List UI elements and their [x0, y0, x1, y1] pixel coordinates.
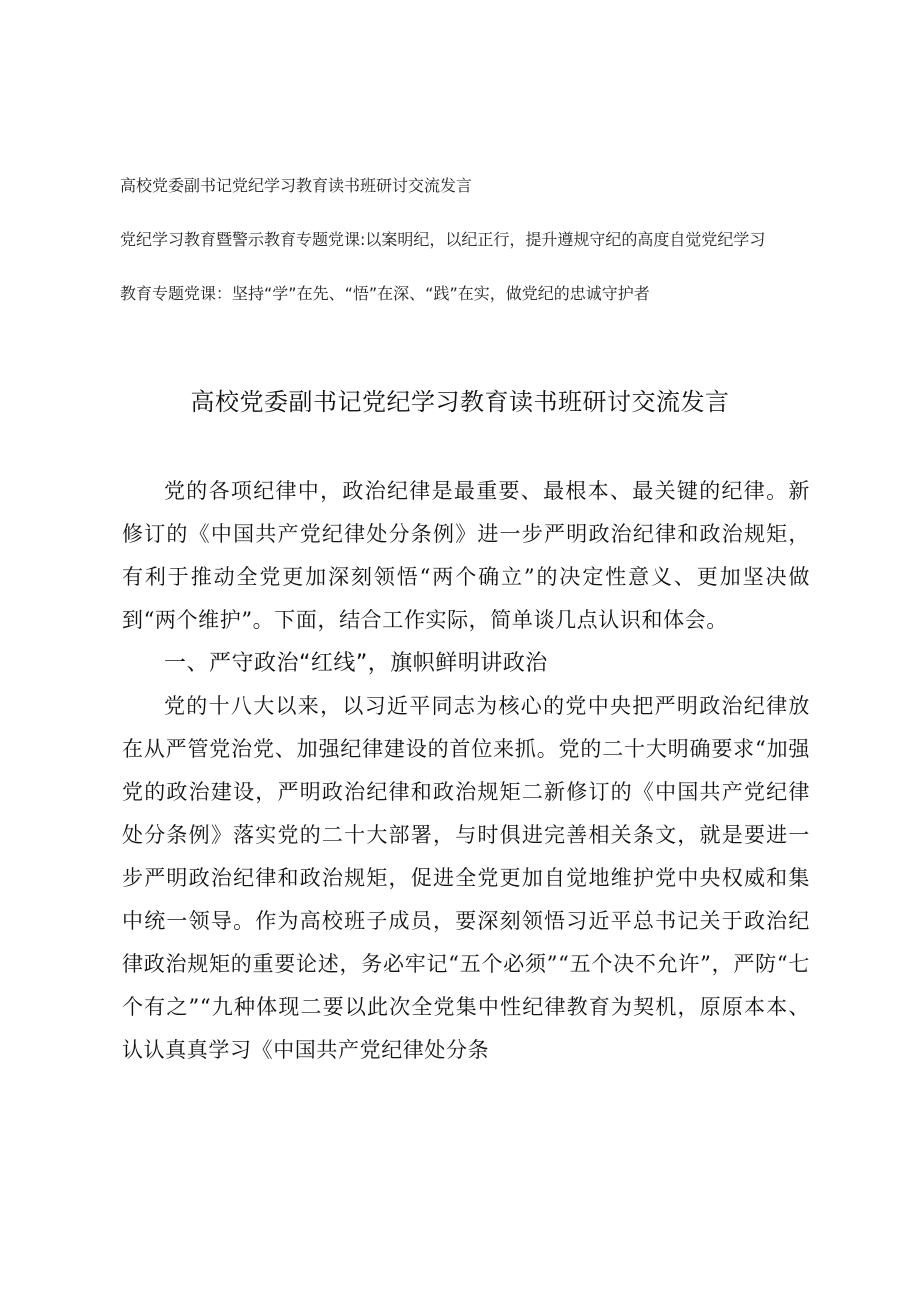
intro-paragraph: 党的各项纪律中，政治纪律是最重要、最根本、最关键的纪律。新修订的《中国共产党纪律处分条例》进一步严明政治纪律和政治规矩，有利于推动全党更加深刻领悟“两个确立”的决定性意义、更加坚决做到“两个维护”。下面，结合工作实际，简单谈几点认识和体会。	[122, 479, 810, 632]
section-paragraph: 党的十八大以来，以习近平同志为核心的党中央把严明政治纪律放在从严管党治党、加强纪律建设的首位来抓。党的二十大明确要求“加强党的政治建设，严明政治纪律和政治规矩二新修订的《中国共产党纪律处分条例》落实党的二十大部署，与时俱进完善相关条文，就是要进一步严明政治纪律和政治规矩，促进全党更加自觉地维护党中央权威和集中统一领导。作为高校班子成员，要深刻领悟习近平总书记关于政治纪律政治规矩的重要论述，务必牢记“五个必须”“五个决不允许”，严防“七个有之”“九种体现二要以此次全党集中性纪律教育为契机，原原本本、认认真真学习《中国共产党纪律处分条	[122, 694, 810, 1062]
related-article-link[interactable]: 教育专题党课：坚持“学”在先、“悟”在深、“践”在实，做党纪的忠诚守护者	[120, 284, 650, 303]
related-articles-list	[120, 176, 820, 338]
section-heading: 一、严守政治“红线”，旗帜鲜明讲政治	[164, 651, 548, 676]
document-body	[122, 470, 810, 1072]
related-article-link[interactable]: 党纪学习教育暨警示教育专题党课:以案明纪，以纪正行，提升遵规守纪的高度自觉党纪学习	[120, 230, 766, 249]
document-title: 高校党委副书记党纪学习教育读书班研讨交流发言	[190, 388, 730, 416]
related-article-link[interactable]: 高校党委副书记党纪学习教育读书班研讨交流发言	[120, 176, 473, 195]
